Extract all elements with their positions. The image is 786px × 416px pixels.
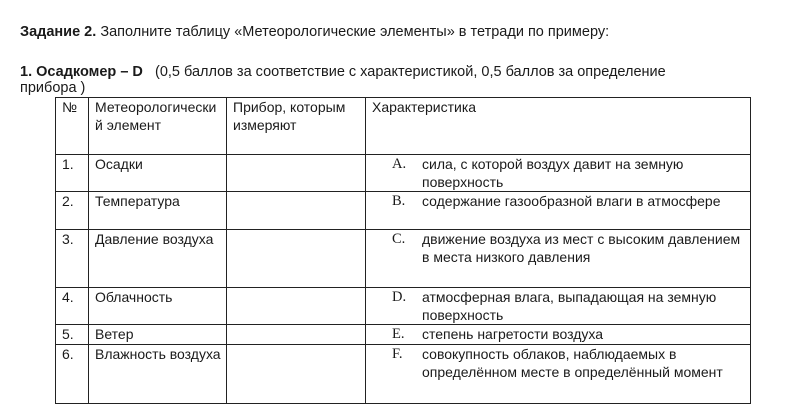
row-device-cell[interactable] [227, 288, 366, 325]
row-characteristic [366, 155, 751, 192]
row-num: 4. [56, 288, 89, 325]
characteristic-text: содержание газообразной влаги в атмосфере [422, 193, 721, 209]
row-device-cell[interactable] [227, 230, 366, 288]
row-num: 5. [56, 325, 89, 345]
characteristic-text: движение воздуха из мест с высоким давлением в места низкого давления [422, 231, 741, 265]
row-characteristic [366, 345, 751, 404]
table-row [56, 288, 751, 325]
row-element: Облачность [89, 288, 227, 325]
row-element: Температура [89, 192, 227, 230]
row-num: 3. [56, 230, 89, 288]
row-element: Осадки [89, 155, 227, 192]
row-device-cell[interactable] [227, 345, 366, 404]
header-num: № [56, 98, 89, 155]
table-row [56, 345, 751, 404]
task-heading [20, 24, 609, 40]
table-row [56, 192, 751, 230]
characteristic-letter: F. [392, 346, 403, 362]
characteristic-text: совокупность облаков, наблюдаемых в определённом месте в определённый момент [422, 346, 723, 380]
header-characteristic: Характеристика [366, 98, 751, 155]
row-element: Влажность воздуха [89, 345, 227, 404]
characteristic-text: сила, с которой воздух давит на земную поверхность [422, 156, 684, 190]
row-num: 1. [56, 155, 89, 192]
characteristic-text: атмосферная влага, выпадающая на земную поверхность [422, 289, 717, 323]
row-num: 6. [56, 345, 89, 404]
table-row [56, 325, 751, 345]
table-row [56, 230, 751, 288]
row-characteristic [366, 230, 751, 288]
characteristic-letter: D. [392, 289, 407, 305]
question-line-continued: прибора ) [20, 80, 86, 96]
meteorological-elements-table [55, 97, 751, 404]
header-element: Метеорологический элемент [89, 98, 227, 155]
characteristic-letter: B. [392, 193, 406, 209]
row-device-cell[interactable] [227, 155, 366, 192]
task-text: Заполните таблицу «Метеорологические элементы» в тетради по примеру: [100, 24, 610, 40]
characteristic-letter: A. [392, 156, 407, 172]
row-num: 2. [56, 192, 89, 230]
row-device-cell[interactable] [227, 325, 366, 345]
question-label: 1. Осадкомер – D [20, 64, 143, 80]
characteristic-text: степень нагретости воздуха [422, 326, 604, 342]
row-device-cell[interactable] [227, 192, 366, 230]
characteristic-letter: C. [392, 231, 406, 247]
row-element: Давление воздуха [89, 230, 227, 288]
header-device: Прибор, которым измеряют [227, 98, 366, 155]
table-header-row [56, 98, 751, 155]
row-characteristic [366, 325, 751, 345]
table-row [56, 155, 751, 192]
row-characteristic [366, 192, 751, 230]
row-characteristic [366, 288, 751, 325]
characteristic-letter: E. [392, 326, 405, 342]
row-element: Ветер [89, 325, 227, 345]
task-label: Задание 2. [20, 24, 97, 40]
question-line [20, 64, 666, 80]
question-scoring-text: (0,5 баллов за соответствие с характеристикой, 0,5 баллов за определение [154, 64, 666, 80]
